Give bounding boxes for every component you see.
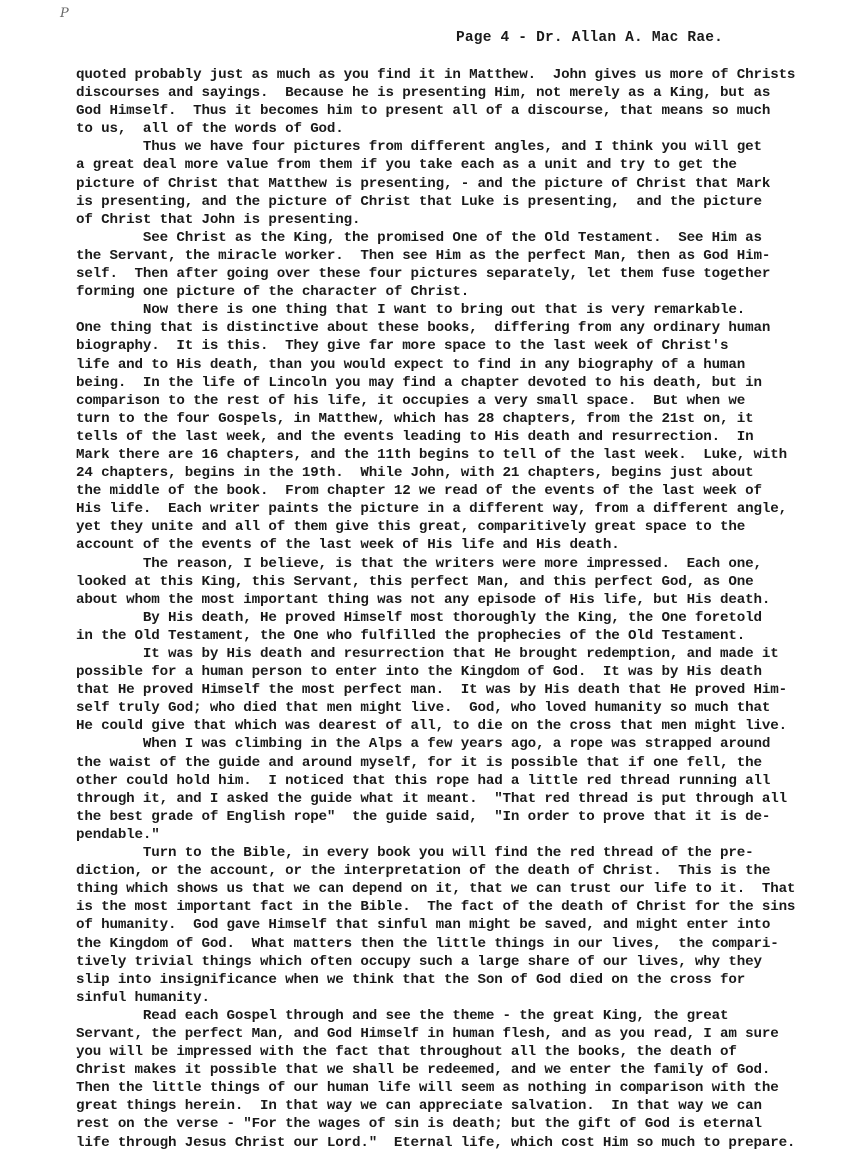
text-line: life through Jesus Christ our Lord." Eternal life, which cost Him so much to prepare. (76, 1134, 796, 1151)
text-line: 24 chapters, begins in the 19th. While John, with 21 chapters, begins just about (76, 465, 754, 482)
text-line: the waist of the guide and around myself, for it is possible that if one fell, the (76, 754, 762, 771)
text-line: sinful humanity. (76, 989, 210, 1006)
text-line: picture of Christ that Matthew is presenting, - and the picture of Christ that Mark (76, 175, 771, 192)
text-line: to us, all of the words of God. (76, 121, 344, 138)
text-line: thing which shows us that we can depend on it, that we can trust our life to it. That (76, 881, 796, 898)
text-line: diction, or the account, or the interpretation of the death of Christ. This is the (76, 863, 771, 880)
text-line: about whom the most important thing was not any episode of His life, but His death. (76, 591, 771, 608)
text-line: great things herein. In that way we can appreciate salvation. In that way we can (76, 1098, 762, 1115)
text-line: tells of the last week, and the events leading to His death and resurrection. In (76, 428, 754, 445)
text-line: His life. Each writer paints the picture in a different way, from a different angle, (76, 501, 787, 518)
text-line: life and to His death, than you would expect to find in any biography of a human (76, 356, 746, 373)
page-header: Page 4 - Dr. Allan A. Mac Rae. (456, 30, 724, 46)
text-line: you will be impressed with the fact that throughout all the books, the death of (76, 1044, 737, 1061)
text-line: biography. It is this. They give far more space to the last week of Christ's (76, 338, 729, 355)
text-line: the best grade of English rope" the guide said, "In order to prove that it is de- (76, 808, 771, 825)
text-line: Turn to the Bible, in every book you will find the red thread of the pre- (76, 845, 754, 862)
text-line: The reason, I believe, is that the writers were more impressed. Each one, (76, 555, 762, 572)
text-line: quoted probably just as much as you find it in Matthew. John gives us more of Christs (76, 67, 796, 83)
text-line: the middle of the book. From chapter 12 we read of the events of the last week of (76, 483, 762, 500)
text-line: possible for a human person to enter into the Kingdom of God. It was by His death (76, 664, 762, 681)
text-line: self. Then after going over these four pictures separately, let them fuse together (76, 266, 771, 283)
text-line: Now there is one thing that I want to bring out that is very remarkable. (76, 302, 746, 319)
text-line: being. In the life of Lincoln you may find a chapter devoted to his death, but in (76, 374, 762, 391)
document-body (76, 66, 796, 1152)
text-line: that He proved Himself the most perfect man. It was by His death that He proved Him- (76, 682, 787, 699)
text-line: a great deal more value from them if you take each as a unit and try to get the (76, 157, 737, 174)
text-line: slip into insignificance when we think that the Son of God died on the cross for (76, 971, 746, 988)
text-line: yet they unite and all of them give this great, comparitively great space to the (76, 519, 746, 536)
text-line: comparison to the rest of his life, it occupies a very small space. But when we (76, 392, 746, 409)
text-line: is presenting, and the picture of Christ that Luke is presenting, and the picture (76, 193, 762, 210)
text-line: pendable." (76, 826, 160, 843)
text-line: Christ makes it possible that we shall be redeemed, and we enter the family of God. (76, 1062, 771, 1079)
text-line: Then the little things of our human life will seem as nothing in comparison with the (76, 1080, 779, 1097)
text-line: through it, and I asked the guide what it meant. "That red thread is put through all (76, 790, 787, 807)
text-line: God Himself. Thus it becomes him to present all of a discourse, that means so much (76, 103, 771, 120)
text-line: of humanity. God gave Himself that sinful man might be saved, and might enter into (76, 917, 771, 934)
text-line: By His death, He proved Himself most thoroughly the King, the One foretold (76, 609, 762, 626)
text-line: self truly God; who died that men might live. God, who loved humanity so much that (76, 700, 771, 717)
text-line: is the most important fact in the Bible. The fact of the death of Christ for the sins (76, 899, 796, 916)
text-line: tively trivial things which often occupy such a large share of our lives, why they (76, 953, 762, 970)
text-line: in the Old Testament, the One who fulfilled the prophecies of the Old Testament. (76, 627, 746, 644)
text-line: forming one picture of the character of Christ. (76, 284, 470, 301)
text-line: When I was climbing in the Alps a few years ago, a rope was strapped around (76, 736, 771, 753)
text-line: Read each Gospel through and see the theme - the great King, the great (76, 1007, 729, 1024)
text-line: discourses and sayings. Because he is presenting Him, not merely as a King, but as (76, 85, 771, 102)
text-line: Thus we have four pictures from different angles, and I think you will get (76, 139, 762, 156)
text-line: other could hold him. I noticed that this rope had a little red thread running all (76, 772, 771, 789)
text-line: One thing that is distinctive about these books, differing from any ordinary human (76, 320, 771, 337)
text-line: of Christ that John is presenting. (76, 211, 361, 228)
text-line: account of the events of the last week of His life and His death. (76, 537, 620, 554)
text-line: the Servant, the miracle worker. Then see Him as the perfect Man, then as God Him- (76, 247, 771, 264)
text-line: Mark there are 16 chapters, and the 11th begins to tell of the last week. Luke, with (76, 446, 787, 463)
text-line: rest on the verse - "For the wages of sin is death; but the gift of God is eternal (76, 1116, 762, 1133)
text-line: turn to the four Gospels, in Matthew, which has 28 chapters, from the 21st on, it (76, 410, 754, 427)
text-line: looked at this King, this Servant, this perfect Man, and this perfect God, as One (76, 573, 754, 590)
text-line: Servant, the perfect Man, and God Himself in human flesh, and as you read, I am sure (76, 1025, 779, 1042)
handwritten-corner-mark: P (60, 6, 69, 21)
text-line: the Kingdom of God. What matters then the little things in our lives, the compari- (76, 935, 779, 952)
text-line: It was by His death and resurrection that He brought redemption, and made it (76, 646, 779, 662)
text-line: See Christ as the King, the promised One of the Old Testament. See Him as (76, 229, 762, 246)
text-line: He could give that which was dearest of all, to die on the cross that men might live. (76, 718, 787, 735)
